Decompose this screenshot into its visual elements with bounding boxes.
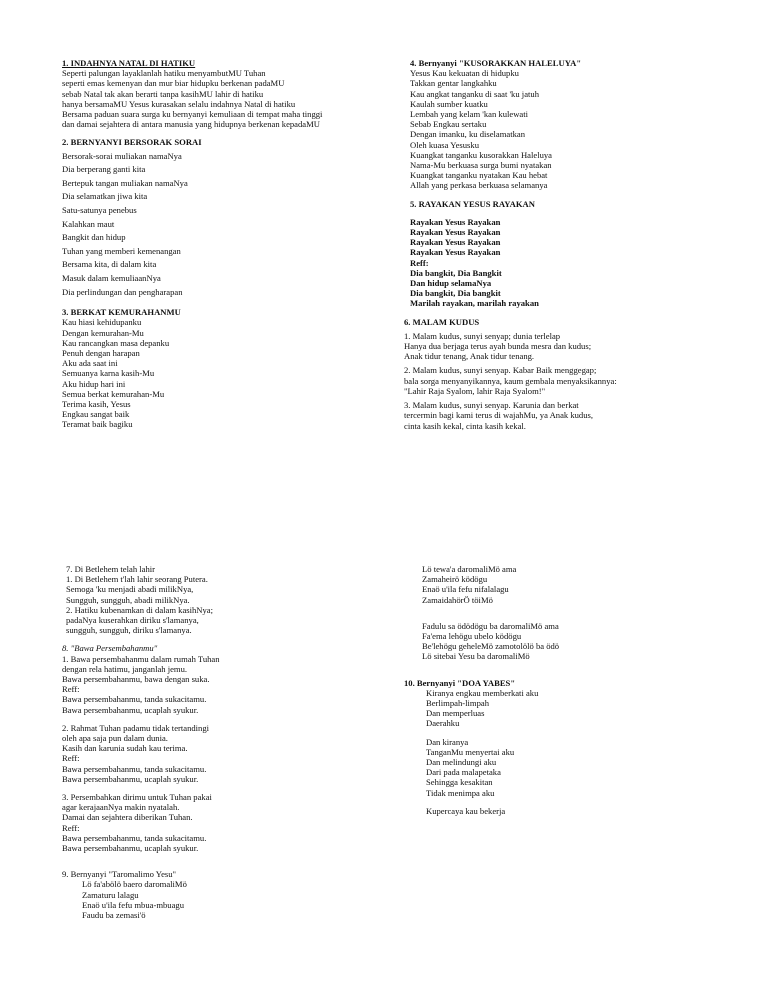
section-8-verse-3 — [62, 792, 382, 853]
lyric-line: Bawa persembahanmu, bawa dengan suka. — [62, 674, 210, 685]
lyric-line: Bawa persembahanmu, tanda sukacitamu. — [62, 832, 207, 843]
lyric-line: Daerahku — [426, 718, 460, 729]
section-3-lyrics — [62, 317, 382, 429]
lyric-line: Fa'ema lehögu ubelo ködögu — [422, 631, 522, 642]
lyric-line: Aku hidup hari ini — [62, 378, 126, 389]
lyric-line: Satu-satunya penebus — [62, 205, 137, 215]
lyric-line: sungguh, sungguh, diriku s'lamanya. — [66, 625, 192, 636]
section-7-title: 7. Di Betlehem telah lahir — [66, 564, 156, 574]
lyric-line: Bawa persembahanmu, tanda sukacitamu. — [62, 763, 207, 774]
lyric-line: Bawa persembahanmu, ucaplah syukur. — [62, 773, 199, 784]
lyric-line: Berlimpah-limpah — [426, 698, 490, 709]
lyric-line: Dia bangkit, Dia Bangkit — [410, 267, 502, 278]
lyric-line: Lembah yang kelam 'kan kulewati — [410, 109, 529, 120]
section-9-lyrics — [62, 879, 382, 920]
lyric-line: Sebab Engkau sertaku — [410, 119, 487, 130]
lyric-line: Rayakan Yesus Rayakan — [410, 216, 501, 227]
left-column-top — [62, 58, 382, 430]
lyric-line: 1. Malam kudus, sunyi senyap; dunia terlelap — [404, 330, 561, 341]
section-1-title: 1. INDAHNYA NATAL DI HATIKU — [62, 58, 196, 68]
lyric-line: Penuh dengan harapan — [62, 347, 140, 358]
lyric-line: Dia berperang ganti kita — [62, 164, 146, 175]
section-5-title: 5. RAYAKAN YESUS RAYAKAN — [410, 198, 535, 209]
lyric-line: 2. Rahmat Tuhan padamu tidak tertandingi — [62, 722, 210, 733]
lyric-line: Seperti palungan layaklanlah hatiku menyambutMU Tuhan — [62, 68, 266, 79]
lyric-line: Damai dan sejahtera diberikan Tuhan. — [62, 812, 193, 823]
lyric-line: Kasih dan karunia sudah kau terima. — [62, 743, 188, 754]
lyric-line: Teramat baik bagiku — [62, 419, 133, 430]
lyric-line: Sehingga kesakitan — [426, 777, 493, 788]
lyric-line: Semua berkat kemurahan-Mu — [62, 388, 165, 399]
section-6-verse-1 — [404, 331, 734, 362]
lyric-line: 3. Persembahkan dirimu untuk Tuhan pakai — [62, 792, 212, 803]
lyric-line: Anak tidur tenang, Anak tidur tenang. — [404, 351, 535, 362]
lyric-line: Terima kasih, Yesus — [62, 398, 131, 409]
section-6-verse-2 — [404, 365, 734, 396]
lyric-line: Engkau sangat baik — [62, 409, 130, 420]
left-column-bottom — [62, 564, 382, 920]
lyric-line: Enaö u'ila fefu nifalalagu — [422, 584, 509, 595]
section-8-verse-2 — [62, 723, 382, 784]
refrain-label: Reff: — [410, 257, 429, 268]
lyric-line: Bawa persembahanmu, ucaplah syukur. — [62, 843, 199, 854]
lyric-line: Bersama kita, di dalam kita — [62, 259, 157, 270]
lyric-line: Lö sitebai Yesu ba daromaliMö — [422, 651, 530, 662]
lyric-line: cinta kasih kekal, cinta kasih kekal. — [404, 420, 526, 431]
lyric-line: Semoga 'ku menjadi abadi milikNya, — [66, 584, 194, 595]
lyric-line: Takkan gentar langkahku — [410, 78, 497, 89]
lyric-line: Rayakan Yesus Rayakan — [410, 227, 501, 238]
lyric-line: dengan rela hatimu, janganlah jemu. — [62, 663, 188, 674]
lyric-line: Dengan kemurahan-Mu — [62, 327, 144, 338]
section-8-title: 8. "Bawa Persembahanmu" — [62, 643, 158, 654]
lyric-line: Nama-Mu berkuasa surga bumi nyatakan — [410, 160, 552, 171]
lyric-line: 3. Malam kudus, sunyi senyap. Karunia dan berkat — [404, 400, 579, 411]
right-column-bottom — [404, 564, 734, 816]
lyric-line: Tuhan yang memberi kemenangan — [62, 245, 181, 256]
lyric-line: Kuangkat tanganku nyatakan Kau hebat — [410, 170, 548, 181]
lyric-line: Kupercaya kau bekerja — [426, 805, 506, 816]
lyric-line: Sungguh, sungguh, abadi milikNya. — [66, 594, 190, 605]
lyric-line: "Lahir Raja Syalom, lahir Raja Syalom!" — [404, 385, 546, 396]
lyric-line: dan damai sejahtera di antara manusia yang hidupnya berkenan kepadaMU — [62, 119, 320, 130]
section-7-lyrics — [62, 574, 382, 635]
section-4-lyrics — [404, 68, 734, 190]
section-10-verse-3 — [404, 806, 734, 816]
lyric-line: TanganMu menyertai aku — [426, 746, 515, 757]
lyric-line: Bawa persembahanmu, ucaplah syukur. — [62, 704, 199, 715]
lyric-line: oleh apa saja pun dalam dunia. — [62, 733, 168, 744]
lyric-line: 2. Malam kudus, sunyi senyap. Kabar Baik menggegap; — [404, 365, 597, 376]
refrain-label: Reff: — [62, 822, 80, 833]
lyric-line: Yesus Kau kekuatan di hidupku — [410, 68, 519, 79]
lyric-line: Oleh kuasa Yesusku — [410, 139, 479, 150]
lyric-line: Kau hiasi kehidupanku — [62, 317, 142, 328]
lyric-line: 2. Hatiku kubenamkan di dalam kasihNya; — [66, 604, 214, 615]
section-9-continued-b — [404, 621, 734, 662]
lyric-line: Be'lehögu geheleMö zamotolölö ba ödö — [422, 641, 560, 652]
section-5-lyrics — [404, 217, 734, 309]
lyric-line: Enaö u'ila fefu mbua-mbuagu — [82, 899, 185, 910]
refrain-label: Reff: — [62, 684, 80, 695]
lyric-line: Kuangkat tanganku kusorakkan Haleluya — [410, 149, 552, 160]
lyric-line: seperti emas kemenyan dan mur biar hidupku berkenan padaMU — [62, 78, 285, 89]
section-10-verse-2 — [404, 737, 734, 798]
lyric-line: Bersorak-sorai muliakan namaNya — [62, 150, 182, 161]
lyric-line: Dan hidup selamaNya — [410, 278, 492, 289]
lyric-line: padaNya kuserahkan diriku s'lamanya, — [66, 615, 199, 626]
lyric-line: Kaulah sumber kuatku — [410, 98, 488, 109]
section-8-verse-1 — [62, 654, 382, 715]
lyric-line: Dan melindungi aku — [426, 757, 497, 768]
lyric-line: Rayakan Yesus Rayakan — [410, 247, 501, 258]
lyric-line: Zamaheirö ködögu — [422, 574, 488, 585]
section-6-title: 6. MALAM KUDUS — [404, 316, 480, 327]
lyric-line: Dia perlindungan dan pengharapan — [62, 286, 183, 297]
lyric-line: Aku ada saat ini — [62, 358, 118, 369]
lyric-line: Bersama paduan suara surga ku bernyanyi kemuliaan di tempat maha tinggi — [62, 109, 323, 120]
lyric-line: Kiranya engkau memberkati aku — [426, 687, 539, 698]
lyric-line: Dia bangkit, Dia bangkit — [410, 288, 501, 299]
lyric-line: 1. Di Betlehem t'lah lahir seorang Putera. — [66, 574, 208, 585]
lyric-line: Dan kiranya — [426, 736, 469, 747]
right-column-top — [404, 58, 734, 431]
section-9-title: 9. Bernyanyi "Taromalimo Yesu" — [62, 869, 177, 880]
section-10-title: 10. Bernyanyi "DOA YABES" — [404, 677, 516, 688]
lyric-line: Kau rancangkan masa depanku — [62, 337, 170, 348]
lyric-line: agar kerajaanNya makin nyatalah. — [62, 802, 180, 813]
lyric-line: Bertepuk tangan muliakan namaNya — [62, 177, 188, 188]
lyric-line: Dan memperluas — [426, 708, 485, 719]
lyric-line: Kau angkat tanganku di saat 'ku jatuh — [410, 88, 539, 99]
lyric-line: ZamaidahörÖ töiMö — [422, 594, 493, 605]
lyric-line: Dengan imanku, ku diselamatkan — [410, 129, 526, 140]
lyric-line: Semuanya karna kasih-Mu — [62, 368, 155, 379]
lyric-line: Allah yang perkasa berkuasa selamanya — [410, 180, 548, 191]
lyric-line: Rayakan Yesus Rayakan — [410, 237, 501, 248]
section-10-verse-1 — [404, 688, 734, 729]
lyric-line: Marilah rayakan, marilah rayakan — [410, 298, 539, 309]
lyric-line: 1. Bawa persembahanmu dalam rumah Tuhan — [62, 653, 220, 664]
section-1-lyrics — [62, 68, 382, 129]
lyric-line: Lö tewa'a daromaliMö ama — [422, 564, 517, 574]
section-3-title: 3. BERKAT KEMURAHANMU — [62, 307, 181, 318]
section-9-continued-a — [404, 564, 734, 605]
lyric-line: Bangkit dan hidup — [62, 232, 126, 243]
section-4-title: 4. Bernyanyi "KUSORAKKAN HALELUYA" — [410, 58, 582, 68]
lyric-line: sebab Natal tak akan berarti tanpa kasihMU lahir di hatiku — [62, 88, 264, 99]
lyric-line: Fadulu sa ödödögu ba daromaliMö ama — [422, 620, 559, 631]
lyric-line: Faudu ba zemasi'ö — [82, 910, 146, 921]
lyric-line: Zamaturu lalagu — [82, 889, 139, 900]
lyric-line: Lö fa'abölö baero daromaliMö — [82, 879, 187, 890]
lyric-line: Tidak menimpa aku — [426, 787, 495, 798]
lyric-line: tercermin bagi kami terus di wajahMu, ya Anak kudus, — [404, 410, 594, 421]
lyric-line: hanya bersamaMU Yesus kurasakan selalu indahnya Natal di hatiku — [62, 98, 296, 109]
section-6-verse-3 — [404, 400, 734, 431]
section-2-lyrics — [62, 150, 382, 300]
lyric-line: Hanya dua berjaga terus ayah bunda mesra dan kudus; — [404, 341, 592, 352]
lyric-line: Dari pada malapetaka — [426, 767, 501, 778]
refrain-label: Reff: — [62, 753, 80, 764]
lyric-line: Bawa persembahanmu, tanda sukacitamu. — [62, 694, 207, 705]
lyric-line: Masuk dalam kemuliaanNya — [62, 272, 161, 283]
lyric-line: bala sorga menyanyikannya, kaum gembala menyaksikannya: — [404, 375, 617, 386]
lyric-line: Kalahkan maut — [62, 218, 115, 229]
lyric-line: Dia selamatkan jiwa kita — [62, 191, 148, 202]
section-2-title: 2. BERNYANYI BERSORAK SORAI — [62, 137, 202, 148]
